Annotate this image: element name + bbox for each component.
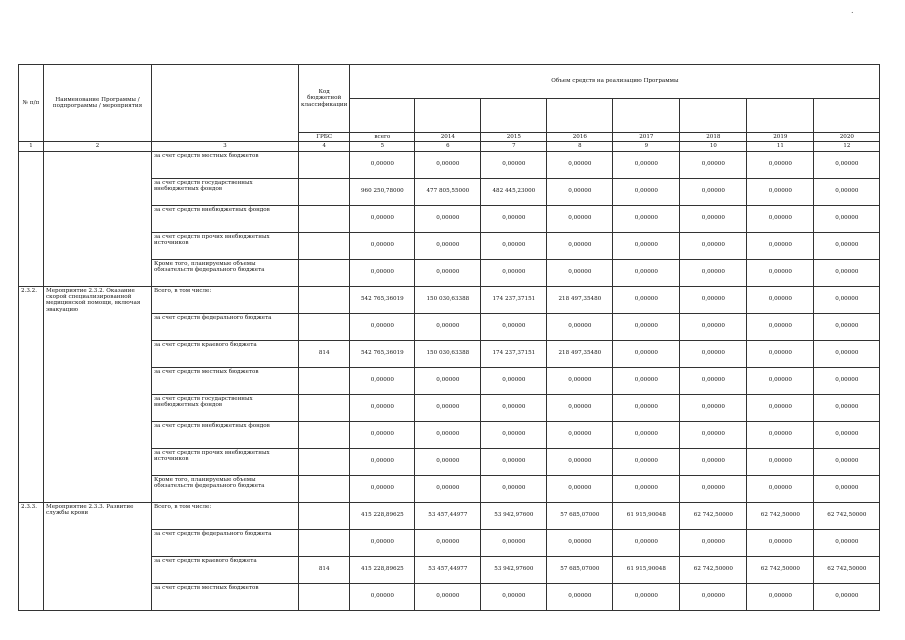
funding-source: за счет средств прочих внебюджетных источников <box>152 232 299 259</box>
header-name: Наименование Программы / подпрограммы / мероприятия <box>44 65 152 142</box>
grbs-code <box>299 151 350 178</box>
header-year: 2014 <box>415 133 481 142</box>
amount-cell: 0,00000 <box>481 367 547 394</box>
header-year: 2016 <box>547 133 613 142</box>
funding-source: за счет средств федерального бюджета <box>152 529 299 556</box>
grbs-code <box>299 421 350 448</box>
column-index: 6 <box>415 142 481 151</box>
funding-source: за счет средств федерального бюджета <box>152 313 299 340</box>
program-name: Мероприятие 2.3.2. Оказание скорой специализированной медицинской помощи, включая эвакуацию <box>44 286 152 502</box>
funding-source: за счет средств местных бюджетов <box>152 367 299 394</box>
amount-cell: 0,00000 <box>547 394 613 421</box>
amount-cell: 0,00000 <box>814 394 880 421</box>
amount-cell: 0,00000 <box>481 394 547 421</box>
row-number <box>19 151 44 286</box>
header-year: 2019 <box>747 133 814 142</box>
grbs-code <box>299 529 350 556</box>
amount-cell: 62 742,50000 <box>814 502 880 529</box>
funding-source: Кроме того, планируемые объемы обязательств федерального бюджета <box>152 259 299 286</box>
amount-cell: 0,00000 <box>747 340 814 367</box>
header-year: 2020 <box>814 133 880 142</box>
grbs-code <box>299 259 350 286</box>
amount-cell: 0,00000 <box>481 583 547 610</box>
amount-cell: 61 915,90048 <box>613 502 680 529</box>
amount-cell: 482 445,23000 <box>481 178 547 205</box>
amount-cell: 0,00000 <box>814 448 880 475</box>
amount-cell: 0,00000 <box>814 529 880 556</box>
column-index: 1 <box>19 142 44 151</box>
grbs-code <box>299 448 350 475</box>
funding-source: за счет средств краевого бюджета <box>152 340 299 367</box>
amount-cell: 0,00000 <box>747 151 814 178</box>
grbs-code <box>299 286 350 313</box>
grbs-code <box>299 394 350 421</box>
amount-cell: 0,00000 <box>613 583 680 610</box>
column-index: 4 <box>299 142 350 151</box>
amount-cell: 0,00000 <box>680 151 747 178</box>
grbs-code: 814 <box>299 340 350 367</box>
amount-cell: 0,00000 <box>415 394 481 421</box>
amount-cell: 0,00000 <box>350 151 415 178</box>
column-index: 5 <box>350 142 415 151</box>
amount-cell: 0,00000 <box>481 232 547 259</box>
amount-cell: 0,00000 <box>680 259 747 286</box>
amount-cell: 0,00000 <box>747 421 814 448</box>
amount-cell: 0,00000 <box>613 286 680 313</box>
amount-cell: 0,00000 <box>814 475 880 502</box>
amount-cell: 0,00000 <box>350 448 415 475</box>
grbs-code <box>299 232 350 259</box>
grbs-code <box>299 367 350 394</box>
column-index: 3 <box>152 142 299 151</box>
header-year: 2018 <box>680 133 747 142</box>
amount-cell: 0,00000 <box>415 448 481 475</box>
amount-cell: 0,00000 <box>814 286 880 313</box>
amount-cell: 0,00000 <box>415 151 481 178</box>
amount-cell: 415 228,89625 <box>350 502 415 529</box>
amount-cell: 0,00000 <box>814 232 880 259</box>
amount-cell: 0,00000 <box>547 367 613 394</box>
amount-cell: 542 765,36019 <box>350 340 415 367</box>
amount-cell: 0,00000 <box>747 313 814 340</box>
amount-cell: 0,00000 <box>350 421 415 448</box>
amount-cell: 0,00000 <box>814 151 880 178</box>
header-year: всего <box>350 133 415 142</box>
header-blank <box>152 65 299 142</box>
amount-cell: 0,00000 <box>350 583 415 610</box>
amount-cell: 0,00000 <box>680 205 747 232</box>
amount-cell: 53 457,44977 <box>415 502 481 529</box>
column-index: 8 <box>547 142 613 151</box>
amount-cell: 0,00000 <box>415 259 481 286</box>
table-body <box>19 151 880 610</box>
amount-cell: 0,00000 <box>747 475 814 502</box>
amount-cell: 0,00000 <box>613 394 680 421</box>
table-row <box>19 502 880 529</box>
amount-cell: 0,00000 <box>680 178 747 205</box>
amount-cell: 0,00000 <box>350 232 415 259</box>
amount-cell: 62 742,50000 <box>680 502 747 529</box>
amount-cell: 0,00000 <box>680 367 747 394</box>
page-mark: . <box>851 6 854 15</box>
column-index: 12 <box>814 142 880 151</box>
amount-cell: 0,00000 <box>613 178 680 205</box>
amount-cell: 0,00000 <box>547 259 613 286</box>
header-num: № п/п <box>19 65 44 142</box>
amount-cell: 0,00000 <box>680 232 747 259</box>
amount-cell: 0,00000 <box>747 394 814 421</box>
amount-cell: 0,00000 <box>747 367 814 394</box>
amount-cell: 0,00000 <box>481 448 547 475</box>
program-name <box>44 151 152 286</box>
amount-cell: 0,00000 <box>613 475 680 502</box>
grbs-code <box>299 205 350 232</box>
funding-source: Кроме того, планируемые объемы обязательств федерального бюджета <box>152 475 299 502</box>
amount-cell: 0,00000 <box>547 421 613 448</box>
amount-cell: 0,00000 <box>350 475 415 502</box>
amount-cell: 62 742,50000 <box>680 556 747 583</box>
amount-cell: 57 685,07000 <box>547 502 613 529</box>
column-index: 11 <box>747 142 814 151</box>
grbs-code <box>299 178 350 205</box>
amount-cell: 0,00000 <box>747 232 814 259</box>
amount-cell: 62 742,50000 <box>814 556 880 583</box>
amount-cell: 0,00000 <box>747 286 814 313</box>
column-index: 2 <box>44 142 152 151</box>
amount-cell: 53 942,97600 <box>481 556 547 583</box>
grbs-code <box>299 313 350 340</box>
amount-cell: 0,00000 <box>747 259 814 286</box>
amount-cell: 0,00000 <box>415 313 481 340</box>
amount-cell: 57 685,07000 <box>547 556 613 583</box>
amount-cell: 0,00000 <box>613 421 680 448</box>
funding-source: за счет средств государственных внебюджетных фондов <box>152 394 299 421</box>
amount-cell: 0,00000 <box>415 232 481 259</box>
amount-cell: 0,00000 <box>350 394 415 421</box>
amount-cell: 0,00000 <box>547 475 613 502</box>
amount-cell: 0,00000 <box>613 313 680 340</box>
amount-cell: 0,00000 <box>814 313 880 340</box>
amount-cell: 0,00000 <box>415 421 481 448</box>
amount-cell: 0,00000 <box>415 475 481 502</box>
amount-cell: 62 742,50000 <box>747 502 814 529</box>
amount-cell: 0,00000 <box>547 205 613 232</box>
funding-source: за счет средств прочих внебюджетных источников <box>152 448 299 475</box>
amount-cell: 0,00000 <box>680 286 747 313</box>
header-index-row <box>19 142 880 151</box>
amount-cell: 218 497,35480 <box>547 340 613 367</box>
grbs-code <box>299 475 350 502</box>
grbs-code <box>299 502 350 529</box>
amount-cell: 0,00000 <box>481 421 547 448</box>
amount-cell: 0,00000 <box>613 151 680 178</box>
amount-cell: 415 228,89625 <box>350 556 415 583</box>
amount-cell: 174 237,37151 <box>481 286 547 313</box>
amount-cell: 0,00000 <box>547 529 613 556</box>
column-index: 10 <box>680 142 747 151</box>
amount-cell: 0,00000 <box>680 529 747 556</box>
amount-cell: 0,00000 <box>814 421 880 448</box>
amount-cell: 53 942,97600 <box>481 502 547 529</box>
amount-cell: 0,00000 <box>415 529 481 556</box>
amount-cell: 0,00000 <box>547 583 613 610</box>
amount-cell: 0,00000 <box>747 583 814 610</box>
header-funding: Объем средств на реализацию Программы <box>350 65 880 99</box>
amount-cell: 0,00000 <box>814 340 880 367</box>
amount-cell: 0,00000 <box>814 367 880 394</box>
amount-cell: 174 237,37151 <box>481 340 547 367</box>
amount-cell: 0,00000 <box>613 340 680 367</box>
amount-cell: 0,00000 <box>415 583 481 610</box>
amount-cell: 0,00000 <box>613 205 680 232</box>
amount-cell: 0,00000 <box>747 178 814 205</box>
funding-source: за счет средств внебюджетных фондов <box>152 421 299 448</box>
table-row <box>19 151 880 178</box>
funding-source: за счет средств государственных внебюджетных фондов <box>152 178 299 205</box>
amount-cell: 960 250,78000 <box>350 178 415 205</box>
amount-cell: 0,00000 <box>481 205 547 232</box>
amount-cell: 0,00000 <box>547 313 613 340</box>
amount-cell: 0,00000 <box>613 367 680 394</box>
amount-cell: 0,00000 <box>680 421 747 448</box>
amount-cell: 0,00000 <box>680 448 747 475</box>
amount-cell: 0,00000 <box>747 205 814 232</box>
funding-source: Всего, в том числе: <box>152 502 299 529</box>
column-index: 9 <box>613 142 680 151</box>
amount-cell: 0,00000 <box>481 259 547 286</box>
funding-source: за счет средств местных бюджетов <box>152 583 299 610</box>
header-year: 2015 <box>481 133 547 142</box>
funding-source: Всего, в том числе: <box>152 286 299 313</box>
amount-cell: 0,00000 <box>350 205 415 232</box>
program-name: Мероприятие 2.3.3. Развитие службы крови <box>44 502 152 610</box>
amount-cell: 0,00000 <box>747 448 814 475</box>
amount-cell: 0,00000 <box>547 151 613 178</box>
row-number: 2.3.3. <box>19 502 44 610</box>
grbs-code: 814 <box>299 556 350 583</box>
amount-cell: 0,00000 <box>680 394 747 421</box>
amount-cell: 0,00000 <box>481 151 547 178</box>
amount-cell: 0,00000 <box>415 205 481 232</box>
amount-cell: 0,00000 <box>481 529 547 556</box>
amount-cell: 150 030,63388 <box>415 340 481 367</box>
amount-cell: 0,00000 <box>350 259 415 286</box>
table-row <box>19 286 880 313</box>
amount-cell: 0,00000 <box>613 232 680 259</box>
column-index: 7 <box>481 142 547 151</box>
amount-cell: 0,00000 <box>547 178 613 205</box>
amount-cell: 477 805,55000 <box>415 178 481 205</box>
funding-table <box>18 64 880 611</box>
funding-source: за счет средств краевого бюджета <box>152 556 299 583</box>
amount-cell: 61 915,90048 <box>613 556 680 583</box>
amount-cell: 0,00000 <box>680 475 747 502</box>
amount-cell: 0,00000 <box>350 529 415 556</box>
amount-cell: 218 497,35480 <box>547 286 613 313</box>
header-year: 2017 <box>613 133 680 142</box>
amount-cell: 0,00000 <box>613 448 680 475</box>
amount-cell: 0,00000 <box>613 529 680 556</box>
amount-cell: 0,00000 <box>481 313 547 340</box>
amount-cell: 0,00000 <box>547 448 613 475</box>
amount-cell: 150 030,63388 <box>415 286 481 313</box>
amount-cell: 62 742,50000 <box>747 556 814 583</box>
amount-cell: 0,00000 <box>547 232 613 259</box>
header-grbs: ГРБС <box>299 133 350 142</box>
amount-cell: 0,00000 <box>814 259 880 286</box>
row-number: 2.3.2. <box>19 286 44 502</box>
amount-cell: 0,00000 <box>747 529 814 556</box>
amount-cell: 0,00000 <box>680 340 747 367</box>
amount-cell: 0,00000 <box>814 178 880 205</box>
funding-source: за счет средств внебюджетных фондов <box>152 205 299 232</box>
amount-cell: 0,00000 <box>481 475 547 502</box>
amount-cell: 0,00000 <box>415 367 481 394</box>
amount-cell: 0,00000 <box>680 583 747 610</box>
funding-source: за счет средств местных бюджетов <box>152 151 299 178</box>
amount-cell: 0,00000 <box>350 367 415 394</box>
header-code: Код бюджетной классификации <box>299 65 350 133</box>
amount-cell: 542 765,36019 <box>350 286 415 313</box>
amount-cell: 0,00000 <box>350 313 415 340</box>
amount-cell: 0,00000 <box>680 313 747 340</box>
amount-cell: 0,00000 <box>814 583 880 610</box>
amount-cell: 0,00000 <box>613 259 680 286</box>
amount-cell: 53 457,44977 <box>415 556 481 583</box>
grbs-code <box>299 583 350 610</box>
amount-cell: 0,00000 <box>814 205 880 232</box>
